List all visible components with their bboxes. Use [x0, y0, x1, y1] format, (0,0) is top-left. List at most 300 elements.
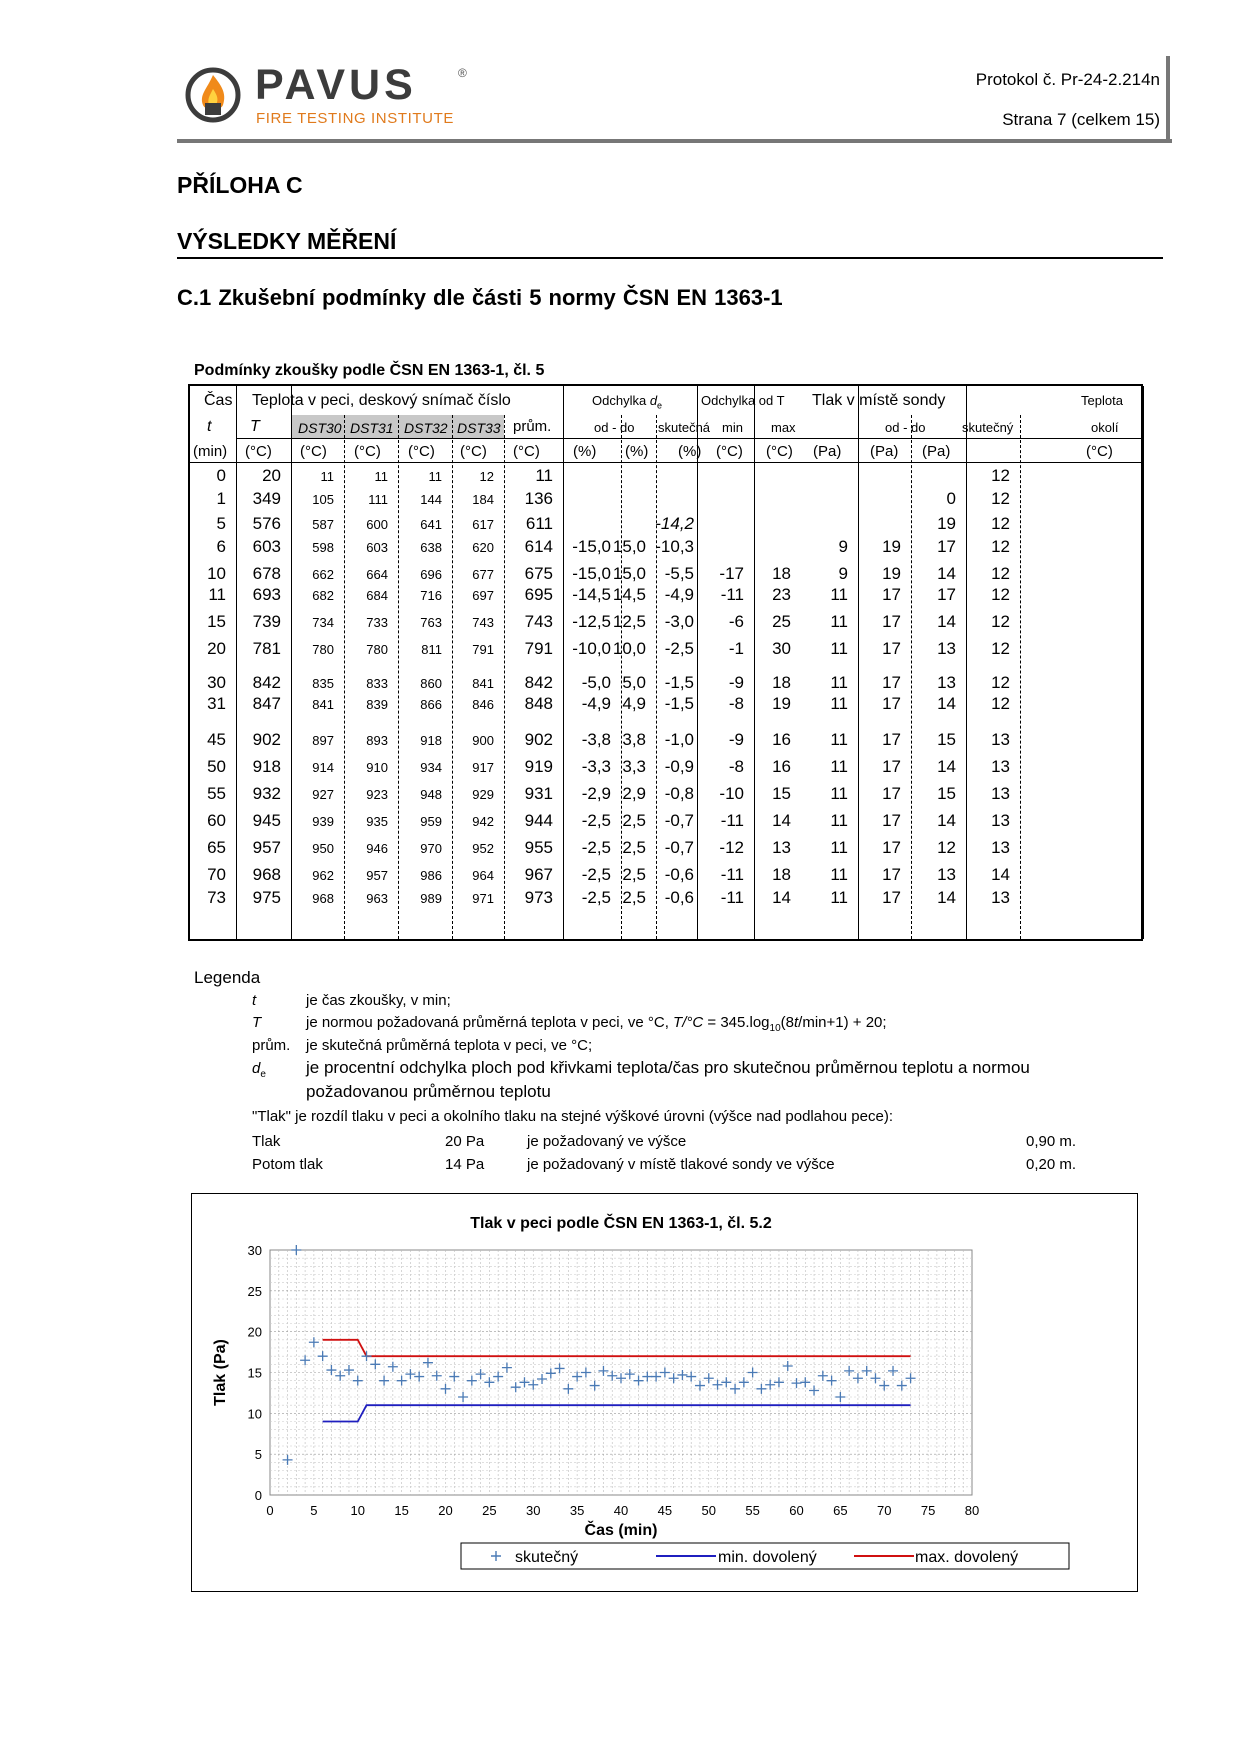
table-cell: 55	[207, 784, 226, 803]
table-cell: -11	[720, 811, 744, 830]
table-cell: -1,5	[664, 694, 694, 713]
table-cell: 587	[312, 517, 334, 532]
table-cell: -9	[728, 673, 744, 692]
table-cell: 14	[937, 564, 956, 583]
unit-9: (%)	[678, 443, 702, 460]
table-cell: 3,8	[622, 730, 646, 749]
table-cell: 17	[882, 639, 901, 658]
table-cell: 973	[524, 888, 553, 907]
unit-11: (°C)	[766, 443, 793, 460]
table-cell: 11	[830, 888, 848, 907]
table-cell: 17	[882, 585, 901, 604]
table-cell: 14	[991, 865, 1010, 884]
table-cell: 18	[772, 673, 791, 692]
legend-T-formula-sub: 10	[769, 1023, 781, 1034]
table-cell: 914	[312, 760, 334, 775]
header-okoli: Teplota	[1081, 393, 1123, 408]
table-cell: 19	[882, 564, 901, 583]
x-tick-label: 45	[657, 1503, 673, 1518]
table-cell: 12	[991, 537, 1010, 556]
table-cell: 12	[937, 838, 956, 857]
legend-T-formula-lhs: T/°C	[673, 1014, 704, 1031]
table-cell: 934	[420, 760, 442, 775]
table-column-line	[1143, 386, 1144, 939]
table-cell: 927	[312, 787, 334, 802]
table-cell: 15	[207, 612, 226, 631]
table-column-dashed	[452, 415, 453, 939]
table-cell: 946	[366, 841, 388, 856]
table-cell: 968	[312, 891, 334, 906]
table-cell: 17	[882, 888, 901, 907]
table-cell: 9	[838, 537, 848, 556]
table-cell: 603	[366, 540, 388, 555]
y-tick-label: 0	[254, 1488, 262, 1503]
unit-6: (°C)	[513, 443, 540, 460]
table-cell: 971	[472, 891, 494, 906]
table-cell: -2,5	[664, 639, 694, 658]
legend-pressure-height-1: 0,90 m.	[1026, 1133, 1077, 1150]
table-cell: 20	[207, 639, 226, 658]
legend-de-sub: e	[260, 1069, 266, 1080]
table-cell: 12	[991, 564, 1010, 583]
table-cell: 14	[937, 694, 956, 713]
table-cell: 12	[991, 639, 1010, 658]
table-cell: 791	[472, 642, 494, 657]
table-cell: 17	[882, 838, 901, 857]
table-cell: -3,0	[664, 612, 694, 631]
table-cell: -8	[728, 757, 744, 776]
table-cell: 50	[207, 757, 226, 776]
unit-5: (°C)	[460, 443, 487, 460]
table-cell: 734	[312, 615, 334, 630]
y-axis-label: Tlak (Pa)	[212, 1339, 229, 1406]
subheader-4: DST32	[404, 420, 448, 436]
subheader-8: skutečná	[658, 420, 711, 435]
table-column-line	[563, 386, 564, 939]
subheader-7: od - do	[594, 420, 635, 435]
table-column-dashed	[911, 415, 912, 939]
unit-12: (Pa)	[813, 443, 842, 460]
table-cell: 931	[524, 784, 553, 803]
x-tick-label: 35	[569, 1503, 585, 1518]
table-cell: 902	[524, 730, 553, 749]
subheader-5: DST33	[457, 420, 501, 436]
table-cell: 15	[772, 784, 791, 803]
legend-pressure-label-1: Tlak	[252, 1133, 281, 1150]
table-cell: 12	[991, 489, 1010, 508]
table-cell: 664	[366, 567, 388, 582]
x-axis-label: Čas (min)	[584, 1522, 658, 1539]
table-cell: 675	[524, 564, 553, 583]
table-cell: 13	[991, 811, 1010, 830]
header-divider	[177, 139, 1172, 143]
table-column-dashed	[1020, 415, 1021, 939]
table-cell: 638	[420, 540, 442, 555]
table-cell: 950	[312, 841, 334, 856]
legend-T-formula-t: t	[794, 1014, 799, 1031]
table-cell: 603	[252, 537, 281, 556]
table-cell: 17	[882, 730, 901, 749]
header-cas: Čas	[204, 392, 233, 409]
table-cell: 968	[252, 865, 281, 884]
header-odchylka-sub: e	[657, 400, 663, 411]
table-header-divider	[236, 438, 1141, 439]
table-cell: 677	[472, 567, 494, 582]
legend-T-desc	[306, 1014, 887, 1034]
table-cell: 11	[320, 469, 334, 484]
table-cell: -9	[728, 730, 744, 749]
registered-mark: ®	[458, 66, 467, 80]
table-cell: -2,5	[581, 865, 611, 884]
table-cell: 935	[366, 814, 388, 829]
test-conditions-table	[188, 384, 1143, 941]
table-cell: 14	[937, 612, 956, 631]
results-title: VÝSLEDKY MĚŘENÍ	[177, 228, 397, 254]
table-cell: 781	[252, 639, 281, 658]
table-cell: 959	[420, 814, 442, 829]
table-cell: 13	[991, 888, 1010, 907]
table-column-dashed	[504, 415, 505, 939]
table-cell: 833	[366, 676, 388, 691]
table-cell: 682	[312, 588, 334, 603]
table-cell: 811	[421, 642, 442, 657]
table-cell: 30	[772, 639, 791, 658]
table-cell: 939	[312, 814, 334, 829]
table-cell: -10,3	[655, 537, 694, 556]
table-cell: -15,0	[572, 564, 611, 583]
table-cell: 65	[207, 838, 226, 857]
table-cell: 14	[772, 811, 791, 830]
table-cell: 842	[252, 673, 281, 692]
table-cell: 30	[207, 673, 226, 692]
unit-14: (Pa)	[922, 443, 951, 460]
table-cell: -14,2	[655, 514, 694, 533]
table-cell: 15	[937, 784, 956, 803]
table-column-dashed	[656, 415, 657, 939]
table-cell: -17	[719, 564, 744, 583]
title-underline	[177, 257, 1163, 259]
table-cell: 19	[882, 537, 901, 556]
table-cell: -6	[728, 612, 744, 631]
unit-0: (min)	[193, 443, 228, 460]
table-cell: 842	[524, 673, 553, 692]
table-cell: 16	[772, 757, 791, 776]
subheader-11: od - do	[885, 420, 926, 435]
table-cell: 902	[252, 730, 281, 749]
x-tick-label: 25	[482, 1503, 497, 1518]
table-cell: 847	[252, 694, 281, 713]
table-cell: 11	[830, 730, 848, 749]
table-cell: 11	[830, 694, 848, 713]
table-cell: 975	[252, 888, 281, 907]
subheader-2: DST30	[298, 420, 342, 436]
legend-pressure-height-2: 0,20 m.	[1026, 1156, 1077, 1173]
legend-de-symbol	[252, 1060, 266, 1080]
table-cell: 841	[312, 697, 334, 712]
header-tlak: Tlak v místě sondy	[812, 392, 946, 409]
table-cell: 13	[991, 784, 1010, 803]
table-cell: -0,7	[664, 811, 694, 830]
table-cell: 45	[207, 730, 226, 749]
table-cell: -3,3	[581, 757, 611, 776]
table-cell: 952	[472, 841, 494, 856]
y-tick-label: 30	[247, 1243, 262, 1258]
table-cell: 962	[312, 868, 334, 883]
x-tick-label: 20	[438, 1503, 453, 1518]
table-cell: -11	[720, 585, 744, 604]
table-cell: 3,3	[622, 757, 646, 776]
table-cell: 13	[991, 730, 1010, 749]
table-cell: 11	[830, 757, 848, 776]
table-cell: 111	[368, 492, 388, 507]
table-cell: -4,9	[581, 694, 611, 713]
table-cell: -2,5	[581, 838, 611, 857]
table-cell: 13	[991, 757, 1010, 776]
x-tick-label: 5	[310, 1503, 318, 1518]
table-cell: -0,7	[664, 838, 694, 857]
table-cell: 4,9	[622, 694, 646, 713]
table-cell: -10	[719, 784, 744, 803]
table-cell: 617	[472, 517, 494, 532]
table-cell: 12,5	[612, 612, 646, 631]
table-cell: 12	[991, 514, 1010, 533]
table-cell: 942	[472, 814, 494, 829]
header-odchylka-text: Odchylka	[592, 393, 650, 408]
table-cell: 19	[937, 514, 956, 533]
table-column-line	[291, 386, 292, 939]
x-tick-label: 30	[526, 1503, 541, 1518]
table-cell: 860	[420, 676, 442, 691]
table-cell: -11	[720, 865, 744, 884]
table-cell: 6	[216, 537, 226, 556]
table-cell: 5,0	[622, 673, 646, 692]
table-cell: 0	[946, 489, 956, 508]
header-odchylka	[592, 394, 662, 411]
legend-de-desc-1: je procentní odchylka ploch pod křivkami teplota/čas pro skutečnou průměrnou teplotu a normou	[306, 1058, 1030, 1077]
table-cell: 600	[366, 517, 388, 532]
table-cell: -1,5	[664, 673, 694, 692]
table-cell: -12	[719, 838, 744, 857]
table-cell: 733	[366, 615, 388, 630]
table-cell: 18	[772, 564, 791, 583]
table-cell: -2,5	[581, 888, 611, 907]
table-cell: 763	[420, 615, 442, 630]
legend-T-formula-log: = 345.log	[707, 1014, 770, 1031]
table-cell: -0,8	[664, 784, 694, 803]
table-cell: 144	[420, 492, 442, 507]
table-cell: -5,0	[581, 673, 611, 692]
brand-subtitle: FIRE TESTING INSTITUTE	[256, 110, 454, 127]
unit-2: (°C)	[300, 443, 327, 460]
legend-label-min: min. dovolený	[718, 1549, 817, 1566]
table-cell: -4,9	[664, 585, 694, 604]
table-cell: 964	[472, 868, 494, 883]
table-cell: 17	[882, 784, 901, 803]
x-tick-label: 60	[789, 1503, 804, 1518]
table-cell: 5	[216, 514, 226, 533]
table-cell: 917	[472, 760, 494, 775]
table-column-line	[966, 386, 967, 939]
subheader-9: min	[722, 420, 743, 435]
y-tick-label: 25	[247, 1283, 262, 1299]
legend-label-actual: skutečný	[515, 1549, 579, 1566]
pressure-chart	[191, 1193, 1138, 1592]
table-cell: 620	[472, 540, 494, 555]
table-cell: -0,6	[664, 888, 694, 907]
legend-de-desc-2: požadovanou průměrnou teplotu	[306, 1082, 551, 1101]
table-cell: 0	[216, 466, 226, 485]
subheader-13: okolí	[1091, 420, 1119, 435]
table-cell: 739	[252, 612, 281, 631]
table-cell: 25	[772, 612, 791, 631]
x-tick-label: 65	[833, 1503, 848, 1518]
table-cell: 13	[772, 838, 791, 857]
y-tick-label: 15	[247, 1365, 262, 1381]
table-cell: 945	[252, 811, 281, 830]
table-column-dashed	[398, 415, 399, 939]
table-cell: -5,5	[664, 564, 694, 583]
legend-T-symbol: T	[252, 1014, 262, 1031]
table-cell: 2,5	[622, 888, 646, 907]
table-cell: 2,5	[622, 838, 646, 857]
x-tick-label: 40	[613, 1503, 629, 1518]
table-cell: 10,0	[612, 639, 646, 658]
x-tick-label: 50	[701, 1503, 716, 1518]
table-cell: 743	[472, 615, 494, 630]
table-cell: 11	[208, 585, 226, 604]
table-cell: 11	[830, 865, 848, 884]
subheader-10: max	[771, 420, 796, 435]
table-cell: -8	[728, 694, 744, 713]
table-cell: 695	[524, 585, 553, 604]
table-cell: 11	[535, 466, 553, 485]
table-cell: 696	[420, 567, 442, 582]
table-cell: 15	[937, 730, 956, 749]
table-cell: 105	[312, 492, 334, 507]
table-cell: 19	[772, 694, 791, 713]
table-column-line	[754, 386, 755, 939]
legend-prum-desc: je skutečná průměrná teplota v peci, ve °C;	[306, 1037, 593, 1054]
table-cell: 14	[937, 757, 956, 776]
table-cell: 13	[937, 639, 956, 658]
legend-de-letter: d	[252, 1060, 261, 1077]
table-cell: 17	[937, 585, 956, 604]
table-cell: 900	[472, 733, 494, 748]
table-cell: 932	[252, 784, 281, 803]
table-cell: 944	[524, 811, 553, 830]
legend-pressure-value-1: 20 Pa	[445, 1133, 485, 1150]
legend-t-desc: je čas zkoušky, v min;	[306, 992, 451, 1009]
table-cell: 2,5	[622, 865, 646, 884]
table-column-dashed	[344, 415, 345, 939]
subheader-0: t	[207, 418, 212, 435]
table-cell: 835	[312, 676, 334, 691]
unit-10: (°C)	[716, 443, 743, 460]
unit-4: (°C)	[408, 443, 435, 460]
legend-pressure-value-2: 14 Pa	[445, 1156, 485, 1173]
legend-T-formula-paren: (8	[780, 1014, 794, 1031]
table-cell: 70	[207, 865, 226, 884]
x-tick-label: 10	[350, 1503, 365, 1518]
legend-prum-symbol: prům.	[252, 1037, 291, 1054]
legend-title: Legenda	[194, 968, 261, 987]
table-cell: 678	[252, 564, 281, 583]
table-cell: 967	[524, 865, 553, 884]
legend-label-max: max. dovolený	[915, 1549, 1019, 1566]
table-cell: 963	[366, 891, 388, 906]
table-cell: -1,0	[664, 730, 694, 749]
table-cell: 986	[420, 868, 442, 883]
table-cell: 846	[472, 697, 494, 712]
table-cell: 948	[420, 787, 442, 802]
section-title: C.1 Zkušební podmínky dle části 5 normy ČSN EN 1363-1	[177, 285, 783, 310]
table-cell: 12	[991, 585, 1010, 604]
table-cell: 576	[252, 514, 281, 533]
unit-8: (%)	[625, 443, 649, 460]
table-cell: 17	[882, 612, 901, 631]
legend-T-formula-rest: /min+1) + 20;	[798, 1014, 887, 1031]
table-cell: -11	[720, 888, 744, 907]
x-tick-label: 75	[920, 1503, 936, 1518]
table-cell: 1	[216, 489, 226, 508]
table-cell: -15,0	[572, 537, 611, 556]
table-cell: 14,5	[612, 585, 646, 604]
header-vertical-divider	[1166, 56, 1170, 142]
y-tick-label: 5	[254, 1447, 262, 1463]
table-cell: 11	[374, 469, 388, 484]
protocol-number: Protokol č. Pr-24-2.214n	[975, 70, 1160, 89]
table-cell: 693	[252, 585, 281, 604]
x-tick-label: 80	[964, 1503, 980, 1518]
table-cell: 919	[524, 757, 553, 776]
table-cell: 910	[366, 760, 388, 775]
table-cell: 2,5	[622, 811, 646, 830]
subheader-6: prům.	[513, 418, 552, 435]
table-cell: 614	[524, 537, 553, 556]
table-cell: 13	[991, 838, 1010, 857]
table-cell: 2,9	[622, 784, 646, 803]
table-cell: 14	[937, 888, 956, 907]
table-cell: 10	[207, 564, 226, 583]
table-cell: 11	[830, 612, 848, 631]
table-cell: -3,8	[581, 730, 611, 749]
header-odchylka-d: d	[649, 393, 658, 408]
table-cell: 16	[772, 730, 791, 749]
table-cell: 17	[937, 537, 956, 556]
table-cell: 12	[991, 694, 1010, 713]
table-cell: 989	[420, 891, 442, 906]
table-cell: -2,5	[581, 811, 611, 830]
table-cell: 14	[772, 888, 791, 907]
legend-pressure-label-2: Potom tlak	[252, 1156, 323, 1173]
table-cell: 23	[772, 585, 791, 604]
table-cell: 780	[312, 642, 334, 657]
legend-pressure-desc-1: je požadovaný ve výšce	[527, 1133, 687, 1150]
brand-name: PAVUS	[255, 61, 417, 109]
table-cell: 18	[772, 865, 791, 884]
table-cell: -12,5	[572, 612, 611, 631]
table-cell: 641	[420, 517, 442, 532]
table-cell: 73	[207, 888, 226, 907]
x-tick-label: 55	[745, 1503, 760, 1518]
table-cell: 611	[525, 514, 553, 533]
y-tick-label: 10	[247, 1406, 262, 1422]
header-odchylka-t: Odchylka od T	[701, 393, 785, 408]
table-cell: 11	[830, 811, 848, 830]
table-cell: 17	[882, 865, 901, 884]
unit-3: (°C)	[354, 443, 381, 460]
table-cell: 780	[366, 642, 388, 657]
